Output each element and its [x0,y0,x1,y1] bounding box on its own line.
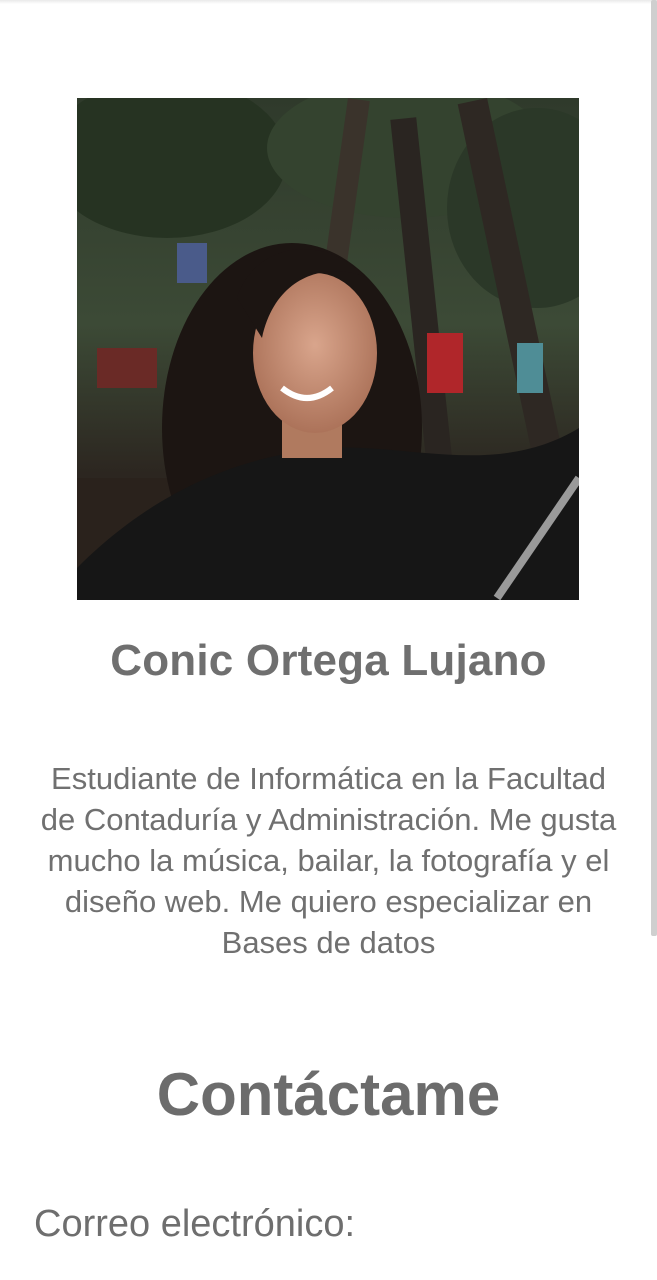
bio-container [40,758,617,994]
profile-name: Conic Ortega Lujano [110,636,547,685]
email-label: Correo electrónico: [34,1203,356,1245]
scrollbar[interactable] [651,0,657,936]
contact-heading: Contáctame [156,1061,501,1128]
top-shadow [0,0,657,4]
profile-bio: Estudiante de Informática en la Facultad de Contaduría y Administración. Me gusta mucho la música, bailar, la fotografía y el diseño web. Me quiero especializar en Bases de datos [40,761,617,960]
profile-photo [77,98,579,600]
